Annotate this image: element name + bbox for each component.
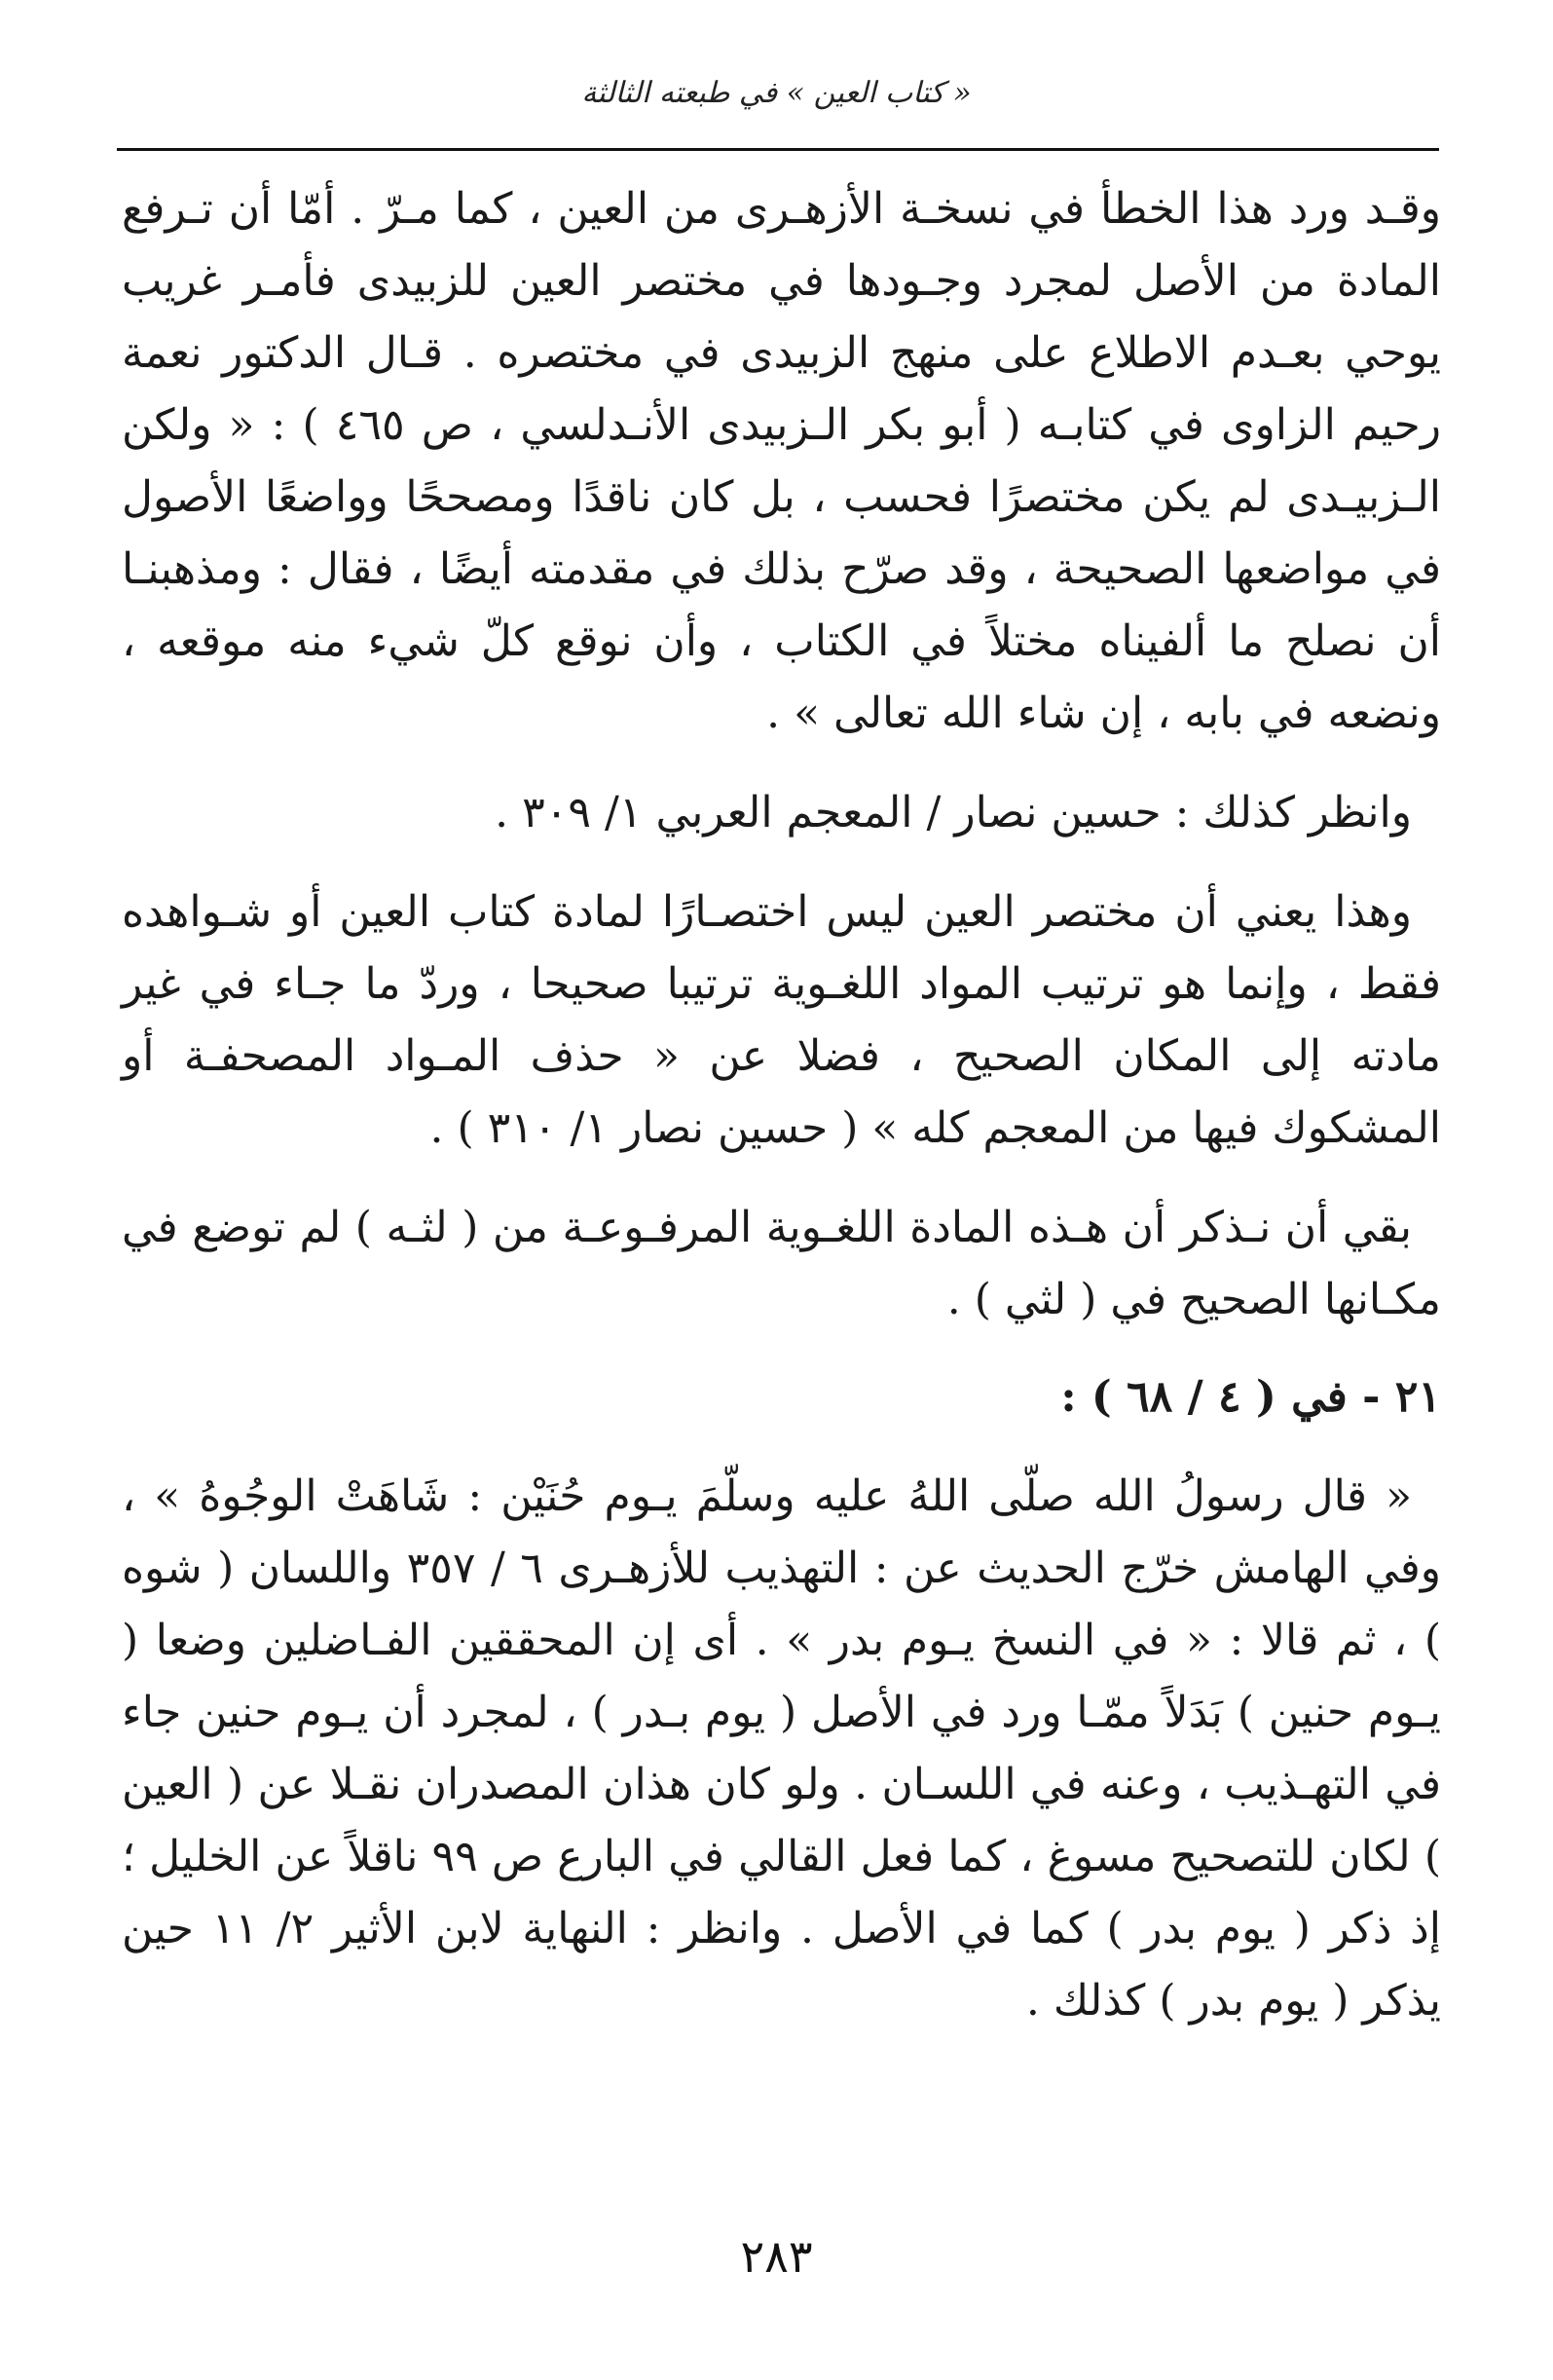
section-heading <box>122 1361 1441 1433</box>
section-heading-text: في ( ٤ / ٦٨ ) : <box>1060 1372 1348 1422</box>
page-number: ٢٨٣ <box>740 2230 813 2283</box>
section-paragraph: « قال رسولُ الله صلّى اللهُ عليه وسلّمَ يـوم حُنَيْن : شَاهَتْ الوجُوهُ » ، وفي الهامش خرّج الحديث عن : التهذيب للأزهـرى ٦ / ٣٥٧ واللسان ( شوه ) ، ثم قالا : « في النسخ يـوم بدر » . أى إن المحققين الفـاضلين وضعا ( يـوم حنين ) بَدَلاً ممّـا ورد في الأصل ( يوم بـدر ) ، لمجرد أن يـوم حنين جاء في التهـذيب ، وعنه في اللسـان . ولو كان هذان المصدران نقـلا عن ( العين ) لكان للتصحيح مسوغ ، كما فعل القالي في البارع ص ٩٩ ناقلاً عن الخليل ؛ إذ ذكر ( يوم بدر ) كما في الأصل . وانظر : النهاية لابن الأثير ٢/ ١١ حين يذكر ( يوم بدر ) كذلك . <box>122 1471 1442 2026</box>
header-rule <box>117 148 1439 151</box>
section-number: ٢١ - <box>1362 1372 1441 1422</box>
running-head: « كتاب العين » في طبعته الثالثة <box>581 76 972 110</box>
paragraph-3: وهذا يعني أن مختصر العين ليس اختصـارًا لمادة كتاب العين أو شـواهده فقط ، وإنما هو ترتيب المواد اللغـوية ترتيبا صحيحا ، وردّ ما جـاء في غير مادته إلى المكان الصحيح ، فضلا عن « حذف المـواد المصحفـة أو المشكوك فيها من المعجم كله » ( حسين نصار ١/ ٣١٠ ) . <box>122 887 1441 1153</box>
page-body <box>122 173 1441 2037</box>
paragraph-1: وقـد ورد هذا الخطأ في نسخـة الأزهـرى من العين ، كما مـرّ . أمّا أن تـرفع المادة من الأصل لمجرد وجـودها في مختصر العين للزبيدى فأمـر غريب يوحي بعـدم الاطلاع على منهج الزبيدى في مختصره . قـال الدكتور نعمة رحيم الزاوى في كتابـه ( أبو بكر الـزبيدى الأنـدلسي ، ص ٤٦٥ ) : « ولكن الـزبيـدى لم يكن مختصرًا فحسب ، بل كان ناقدًا ومصححًا وواضعًا الأصول في مواضعها الصحيحة ، وقد صرّح بذلك في مقدمته أيضًا ، فقال : ومذهبنـا أن نصلح ما ألفيناه مختلاً في الكتاب ، وأن نوقع كلّ شيء منه موقعه ، ونضعه في بابه ، إن شاء الله تعالى » . <box>122 184 1441 738</box>
paragraph-4: بقي أن نـذكر أن هـذه المادة اللغـوية المرفـوعـة من ( لثـه ) لم توضع في مكـانها الصحيح في ( لثي ) . <box>122 1203 1441 1324</box>
paragraph-2-reference: وانظر كذلك : حسين نصار / المعجم العربي ١/ ٣٠٩ . <box>495 788 1412 837</box>
